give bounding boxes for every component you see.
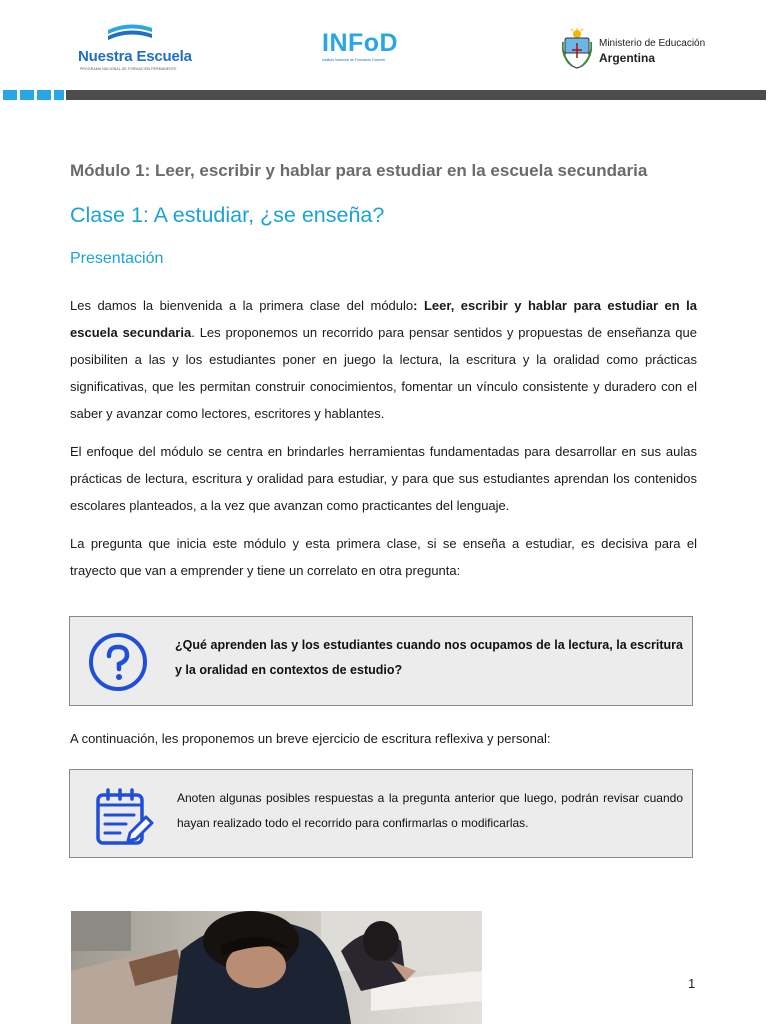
- wave-logo-icon: [106, 22, 154, 44]
- page-header: [0, 0, 768, 88]
- paragraph-approach: El enfoque del módulo se centra en brindarles herramientas fundamentadas para desarrollar en sus aulas prácticas de lectura, escritura y oralidad para estudiar, y para que sus estudiantes aprendan los contenidos escolares planteados, a la vez que avanzan como practicantes del lenguaje.: [70, 444, 697, 513]
- paragraph-intro-rest: . Les proponemos un recorrido para pensar sentidos y propuestas de enseñanza que posibiliten a las y los estudiantes poner en juego la lectura, la escritura y la oralidad como prácticas significativas, que les permitan construir conocimientos, fomentar un vínculo consistente y duradero con el saber y avanzar como lectores, escritores y hablantes.: [70, 325, 697, 421]
- paragraph-question-lead: La pregunta que inicia este módulo y esta primera clase, si se enseña a estudiar, es decisiva para el trayecto que van a emprender y tiene un correlato en otra pregunta:: [70, 536, 697, 578]
- infod-title: INFoD: [322, 29, 399, 57]
- section-title: Presentación: [70, 250, 164, 267]
- students-photo-image: [71, 911, 482, 1024]
- infod-subtitle: Instituto Nacional de Formación Docente: [322, 58, 386, 62]
- paragraph-intro: [70, 292, 697, 427]
- question-text: ¿Qué aprenden las y los estudiantes cuando nos ocupamos de la lectura, la escritura y la oralidad en contextos de estudio?: [175, 638, 683, 677]
- bar-segment-blue-1: [3, 90, 17, 100]
- activity-box: [69, 769, 693, 858]
- paragraph-intro-start: Les damos la bienvenida a la primera clase del módulo: [70, 298, 414, 313]
- activity-text: Anoten algunas posibles respuestas a la pregunta anterior que luego, podrán revisar cuando hayan realizado todo el recorrido para confirmarlas o modificarlas.: [177, 791, 683, 830]
- calendar-edit-icon: [94, 787, 156, 849]
- paragraph-exercise-lead: A continuación, les proponemos un breve ejercicio de escritura reflexiva y personal:: [70, 731, 551, 746]
- students-photo: [71, 911, 482, 1024]
- header-divider-bar: [3, 90, 766, 100]
- paragraph-intro-module-name: : Leer, escribir y hablar para estudiar en la escuela secundaria: [70, 298, 697, 340]
- ministerio-country: Argentina: [599, 51, 656, 65]
- ministerio-name: Ministerio de Educación: [599, 38, 706, 49]
- question-circle-icon: [88, 633, 148, 691]
- page-number: 1: [688, 976, 696, 991]
- bar-segment-blue-4: [54, 90, 64, 100]
- module-title: Módulo 1: Leer, escribir y hablar para estudiar en la escuela secundaria: [70, 161, 648, 180]
- document-body: [70, 156, 697, 584]
- nuestra-escuela-logo: [78, 22, 208, 74]
- bar-segment-blue-3: [37, 90, 51, 100]
- nuestra-escuela-subtitle: PROGRAMA NACIONAL DE FORMACIÓN PERMANENTE: [80, 67, 177, 71]
- nuestra-escuela-title: Nuestra Escuela: [78, 48, 192, 65]
- bar-segment-dark: [66, 90, 766, 100]
- coat-of-arms-icon: [562, 28, 592, 70]
- bar-segment-blue-2: [20, 90, 34, 100]
- question-box: [69, 616, 693, 706]
- infod-logo: [322, 30, 398, 62]
- class-title: Clase 1: A estudiar, ¿se enseña?: [70, 203, 385, 227]
